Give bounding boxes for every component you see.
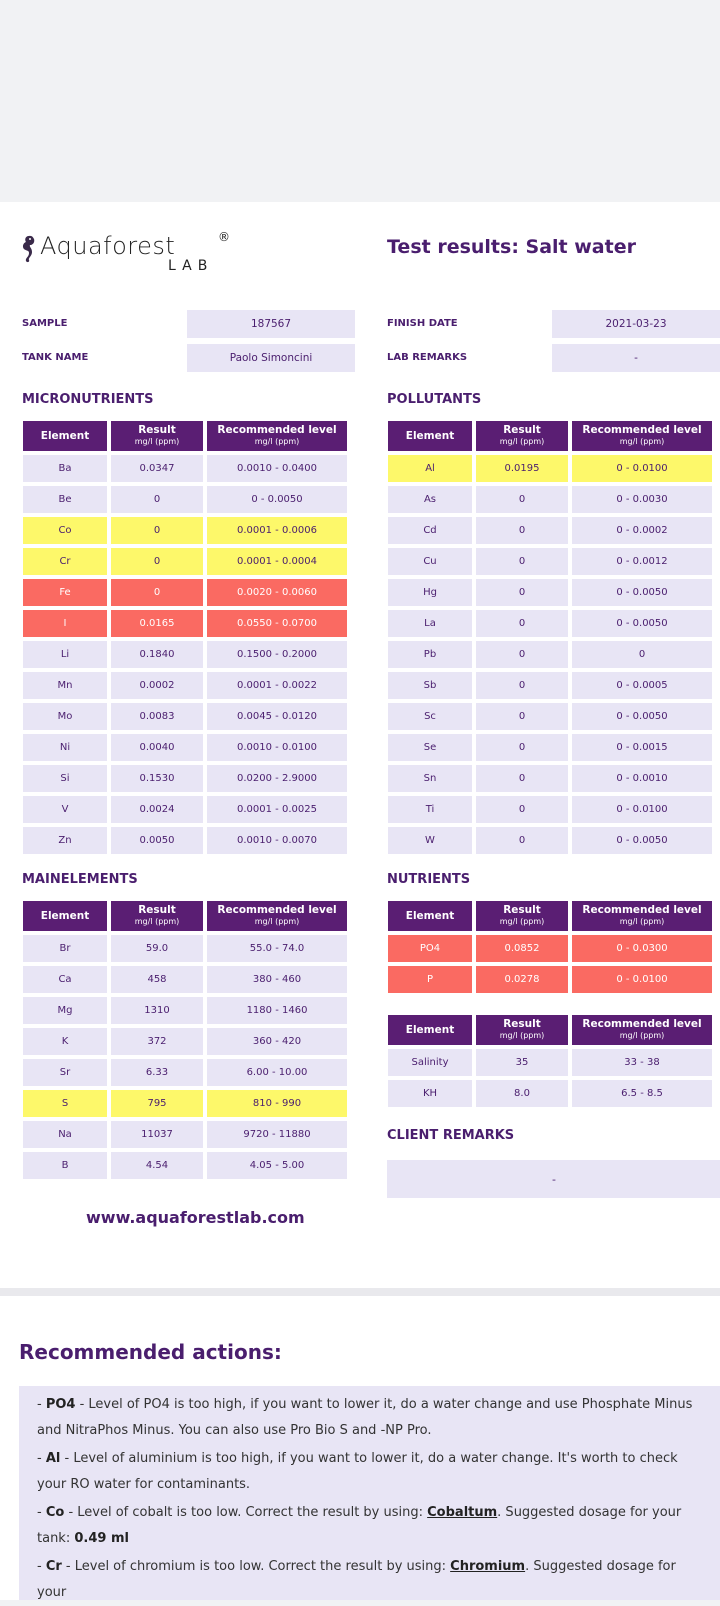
recommended-level-cell: 6.00 - 10.00	[207, 1059, 347, 1086]
result-cell: 4.54	[111, 1152, 203, 1179]
result-header-label: Result	[503, 1018, 541, 1030]
result-cell: 0	[476, 796, 568, 823]
tank-name-value: Paolo Simoncini	[187, 344, 355, 372]
element-header-label: Element	[40, 909, 90, 922]
recommended-level-header-label: Recommended level	[217, 424, 337, 436]
result-cell: 8.0	[476, 1080, 568, 1107]
element-cell: Ba	[23, 455, 107, 482]
recommended-level-cell: 0 - 0.0010	[572, 765, 712, 792]
element-cell: Sr	[23, 1059, 107, 1086]
element-cell: V	[23, 796, 107, 823]
table-row	[23, 641, 347, 668]
table-row	[23, 1090, 347, 1117]
element-cell: Salinity	[388, 1049, 472, 1076]
result-cell: 0	[476, 517, 568, 544]
recommended-level-cell: 33 - 38	[572, 1049, 712, 1076]
element-header	[388, 1015, 472, 1045]
recommendation-code: Al	[45, 1451, 61, 1466]
result-cell: 0.1530	[111, 765, 203, 792]
table-header-row	[23, 421, 347, 451]
element-cell: Br	[23, 935, 107, 962]
table-row	[23, 966, 347, 993]
element-header	[23, 421, 107, 451]
page-title: Test results: Salt water	[387, 236, 636, 258]
recommendation-text: . Suggested dosage for your tank:	[37, 1505, 682, 1546]
element-header-label: Element	[405, 909, 455, 922]
recommended-level-header-label: Recommended level	[582, 424, 702, 436]
recommended-level-cell: 6.5 - 8.5	[572, 1080, 712, 1107]
result-cell: 0	[476, 765, 568, 792]
table-row	[23, 703, 347, 730]
recommended-level-header-unit: mg/l (ppm)	[254, 917, 300, 926]
element-header	[388, 901, 472, 931]
result-cell: 0.0024	[111, 796, 203, 823]
table-row	[23, 517, 347, 544]
table-row	[388, 486, 712, 513]
table-row	[388, 827, 712, 854]
nutrients-table	[384, 897, 716, 997]
element-header-label: Element	[405, 1023, 455, 1036]
registered-mark: ®	[218, 230, 230, 244]
table-row	[388, 796, 712, 823]
recommended-level-cell: 0.0001 - 0.0025	[207, 796, 347, 823]
result-header	[476, 901, 568, 931]
element-cell: P	[388, 966, 472, 993]
recommended-level-cell: 0.0200 - 2.9000	[207, 765, 347, 792]
result-header-unit: mg/l (ppm)	[134, 917, 180, 926]
element-header-label: Element	[40, 429, 90, 442]
table-row	[388, 579, 712, 606]
result-cell: 0	[476, 703, 568, 730]
result-header	[111, 901, 203, 931]
result-header	[476, 1015, 568, 1045]
element-cell: Cu	[388, 548, 472, 575]
element-cell: Al	[388, 455, 472, 482]
table-header-row	[388, 1015, 712, 1045]
result-header-unit: mg/l (ppm)	[134, 437, 180, 446]
top-blank-area	[0, 0, 720, 202]
element-cell: As	[388, 486, 472, 513]
page-separator	[0, 1288, 720, 1296]
result-cell: 0	[476, 610, 568, 637]
table-header-row	[23, 901, 347, 931]
website-url[interactable]: www.aquaforestlab.com	[86, 1208, 305, 1227]
recommended-level-cell: 55.0 - 74.0	[207, 935, 347, 962]
lab-remarks-label: LAB REMARKS	[387, 352, 468, 363]
micronutrients-table	[19, 417, 351, 858]
recommended-level-cell: 0 - 0.0050	[207, 486, 347, 513]
element-cell: Ni	[23, 734, 107, 761]
logo-wordmark: Aquaforest	[40, 232, 176, 260]
result-cell: 372	[111, 1028, 203, 1055]
recommended-level-cell: 0.0001 - 0.0004	[207, 548, 347, 575]
table-row	[23, 1059, 347, 1086]
element-cell: Mo	[23, 703, 107, 730]
element-cell: Cr	[23, 548, 107, 575]
result-header	[476, 421, 568, 451]
recommended-level-cell: 0 - 0.0012	[572, 548, 712, 575]
aquaforest-lab-logo	[20, 232, 240, 282]
element-cell: Mn	[23, 672, 107, 699]
element-cell: Co	[23, 517, 107, 544]
recommended-level-cell: 0.0550 - 0.0700	[207, 610, 347, 637]
result-cell: 0.0278	[476, 966, 568, 993]
element-cell: Zn	[23, 827, 107, 854]
table-row	[23, 1121, 347, 1148]
recommended-level-header-unit: mg/l (ppm)	[619, 917, 665, 926]
table-row	[23, 765, 347, 792]
recommended-level-header-unit: mg/l (ppm)	[254, 437, 300, 446]
element-cell: I	[23, 610, 107, 637]
recommended-level-cell: 810 - 990	[207, 1090, 347, 1117]
recommendation-po4: - PO4 - Level of PO4 is too high, if you want to lower it, do a water change and use Phosphate Minus and NitraPhos Minus. You can also use Pro Bio S and -NP Pro.	[37, 1397, 693, 1438]
table-row	[23, 455, 347, 482]
result-cell: 0.0165	[111, 610, 203, 637]
element-cell: S	[23, 1090, 107, 1117]
sample-value: 187567	[187, 310, 355, 338]
recommendation-text: . Suggested dosage for your	[37, 1559, 676, 1600]
table-row	[23, 486, 347, 513]
result-cell: 0	[476, 579, 568, 606]
pollutants-title: POLLUTANTS	[387, 392, 482, 407]
recommended-level-cell: 0 - 0.0050	[572, 610, 712, 637]
element-cell: Hg	[388, 579, 472, 606]
finish-date-label: FINISH DATE	[387, 318, 458, 329]
table-row	[388, 935, 712, 962]
element-cell: Ti	[388, 796, 472, 823]
client-remarks-value: -	[387, 1160, 720, 1198]
recommended-level-cell: 0.0010 - 0.0400	[207, 455, 347, 482]
table-row	[388, 734, 712, 761]
table-header-row	[388, 901, 712, 931]
table-row	[388, 703, 712, 730]
recommended-level-cell: 0 - 0.0100	[572, 796, 712, 823]
result-cell: 0	[111, 579, 203, 606]
table-row	[23, 672, 347, 699]
recommended-level-cell: 0.0001 - 0.0006	[207, 517, 347, 544]
recommended-level-cell: 0.0010 - 0.0070	[207, 827, 347, 854]
result-cell: 0.0050	[111, 827, 203, 854]
element-cell: Sc	[388, 703, 472, 730]
result-cell: 0	[476, 672, 568, 699]
recommended-level-cell: 0 - 0.0015	[572, 734, 712, 761]
result-header-unit: mg/l (ppm)	[499, 437, 545, 446]
recommended-level-header	[207, 421, 347, 451]
result-cell: 458	[111, 966, 203, 993]
cobaltum-link[interactable]: Cobaltum	[427, 1505, 498, 1520]
recommendation-code: Cr	[45, 1559, 62, 1574]
table-row	[388, 548, 712, 575]
recommended-level-cell: 380 - 460	[207, 966, 347, 993]
result-cell: 0	[476, 548, 568, 575]
recommended-level-cell: 0.0020 - 0.0060	[207, 579, 347, 606]
sample-label: SAMPLE	[22, 318, 68, 329]
mainelements-table	[19, 897, 351, 1183]
table-row	[23, 1028, 347, 1055]
recommended-level-header	[572, 421, 712, 451]
recommended-level-cell: 4.05 - 5.00	[207, 1152, 347, 1179]
recommended-level-header	[572, 1015, 712, 1045]
recommended-level-cell: 0 - 0.0030	[572, 486, 712, 513]
recommended-level-cell: 0 - 0.0100	[572, 966, 712, 993]
recommended-actions-title: Recommended actions:	[19, 1340, 282, 1364]
table-row	[23, 827, 347, 854]
result-cell: 6.33	[111, 1059, 203, 1086]
recommended-level-header	[572, 901, 712, 931]
dosage-value: 0.49 ml	[74, 1531, 129, 1546]
element-cell: Mg	[23, 997, 107, 1024]
element-cell: Fe	[23, 579, 107, 606]
element-cell: La	[388, 610, 472, 637]
result-cell: 0.0083	[111, 703, 203, 730]
lab-remarks-value: -	[552, 344, 720, 372]
table-row	[388, 1049, 712, 1076]
micronutrients-title: MICRONUTRIENTS	[22, 392, 154, 407]
result-cell: 11037	[111, 1121, 203, 1148]
table-row	[388, 672, 712, 699]
result-cell: 0	[476, 827, 568, 854]
result-cell: 0	[476, 734, 568, 761]
recommendation-cr: - Cr - Level of chromium is too low. Correct the result by using: Chromium. Suggested dosage for your	[37, 1559, 676, 1600]
table-header-row	[388, 421, 712, 451]
element-cell: Be	[23, 486, 107, 513]
recommended-level-cell: 1180 - 1460	[207, 997, 347, 1024]
result-cell: 0.1840	[111, 641, 203, 668]
element-cell: Ca	[23, 966, 107, 993]
recommendation-code: PO4	[45, 1397, 76, 1412]
element-cell: KH	[388, 1080, 472, 1107]
result-cell: 0.0002	[111, 672, 203, 699]
element-header	[23, 901, 107, 931]
chromium-link[interactable]: Chromium	[450, 1559, 526, 1574]
table-row	[388, 641, 712, 668]
recommended-level-header-label: Recommended level	[582, 1018, 702, 1030]
result-cell: 0.0195	[476, 455, 568, 482]
table-row	[23, 997, 347, 1024]
recommended-level-cell: 9720 - 11880	[207, 1121, 347, 1148]
result-cell: 0	[111, 517, 203, 544]
recommended-level-cell: 0 - 0.0300	[572, 935, 712, 962]
table-row	[23, 579, 347, 606]
recommendation-text: - Level of PO4 is too high, if you want to lower it, do a water change and use Phosphate Minus and NitraPhos Minus. You can also use Pro Bio S and -NP Pro.	[37, 1397, 693, 1438]
element-cell: Sn	[388, 765, 472, 792]
element-cell: Sb	[388, 672, 472, 699]
element-cell: K	[23, 1028, 107, 1055]
table-row	[388, 765, 712, 792]
table-row	[388, 517, 712, 544]
result-header-unit: mg/l (ppm)	[499, 917, 545, 926]
table-row	[388, 1080, 712, 1107]
result-header-label: Result	[503, 904, 541, 916]
nutrients-title: NUTRIENTS	[387, 872, 471, 887]
table-row	[23, 548, 347, 575]
result-header	[111, 421, 203, 451]
seahorse-icon	[20, 234, 38, 264]
logo-lab-text: LAB	[168, 258, 214, 274]
recommended-level-cell: 360 - 420	[207, 1028, 347, 1055]
result-cell: 0.0852	[476, 935, 568, 962]
recommended-level-cell: 0.0001 - 0.0022	[207, 672, 347, 699]
recommended-level-cell: 0 - 0.0050	[572, 827, 712, 854]
result-cell: 0.0040	[111, 734, 203, 761]
result-header-unit: mg/l (ppm)	[499, 1031, 545, 1040]
recommended-actions-box	[19, 1386, 720, 1600]
tank-name-label: TANK NAME	[22, 352, 89, 363]
element-cell: Li	[23, 641, 107, 668]
recommended-level-header-label: Recommended level	[217, 904, 337, 916]
result-cell: 1310	[111, 997, 203, 1024]
element-cell: PO4	[388, 935, 472, 962]
result-cell: 0	[476, 486, 568, 513]
mainelements-title: MAINELEMENTS	[22, 872, 138, 887]
recommendation-al: - Al - Level of aluminium is too high, if you want to lower it, do a water change. It's worth to check your RO water for contaminants.	[37, 1451, 678, 1492]
table-row	[23, 1152, 347, 1179]
recommended-level-cell: 0 - 0.0100	[572, 455, 712, 482]
client-remarks-title: CLIENT REMARKS	[387, 1128, 515, 1143]
element-cell: Cd	[388, 517, 472, 544]
result-cell: 0	[476, 641, 568, 668]
table-row	[388, 610, 712, 637]
recommended-level-cell: 0 - 0.0002	[572, 517, 712, 544]
finish-date-value: 2021-03-23	[552, 310, 720, 338]
table-row	[388, 455, 712, 482]
element-cell: B	[23, 1152, 107, 1179]
recommended-level-cell: 0.0010 - 0.0100	[207, 734, 347, 761]
recommendation-co: - Co - Level of cobalt is too low. Correct the result by using: Cobaltum. Suggested dosage for your tank: 0.49 ml	[37, 1505, 682, 1546]
element-cell: W	[388, 827, 472, 854]
table-row	[388, 966, 712, 993]
recommendation-text: - Level of aluminium is too high, if you want to lower it, do a water change. It's worth to check your RO water for contaminants.	[37, 1451, 678, 1492]
table-row	[23, 610, 347, 637]
result-header-label: Result	[503, 424, 541, 436]
element-cell: Se	[388, 734, 472, 761]
recommended-level-header-unit: mg/l (ppm)	[619, 437, 665, 446]
element-header	[388, 421, 472, 451]
table-row	[23, 734, 347, 761]
recommendation-text: - Level of cobalt is too low. Correct the result by using:	[64, 1505, 428, 1520]
result-cell: 35	[476, 1049, 568, 1076]
recommended-level-cell: 0	[572, 641, 712, 668]
table-row	[23, 796, 347, 823]
recommendation-text: - Level of chromium is too low. Correct the result by using:	[61, 1559, 451, 1574]
table-row	[23, 935, 347, 962]
recommended-level-cell: 0 - 0.0050	[572, 579, 712, 606]
element-header-label: Element	[405, 429, 455, 442]
pollutants-table	[384, 417, 716, 858]
recommended-level-header-unit: mg/l (ppm)	[619, 1031, 665, 1040]
result-cell: 0	[111, 548, 203, 575]
recommended-level-cell: 0 - 0.0005	[572, 672, 712, 699]
recommended-level-cell: 0.0045 - 0.0120	[207, 703, 347, 730]
recommended-level-header	[207, 901, 347, 931]
recommendation-code: Co	[45, 1505, 65, 1520]
result-cell: 0	[111, 486, 203, 513]
recommended-level-cell: 0.1500 - 0.2000	[207, 641, 347, 668]
result-cell: 59.0	[111, 935, 203, 962]
recommended-level-cell: 0 - 0.0050	[572, 703, 712, 730]
result-header-label: Result	[138, 424, 176, 436]
element-cell: Pb	[388, 641, 472, 668]
recommended-level-header-label: Recommended level	[582, 904, 702, 916]
result-cell: 0.0347	[111, 455, 203, 482]
salinity-kh-table	[384, 1011, 716, 1111]
result-cell: 795	[111, 1090, 203, 1117]
element-cell: Na	[23, 1121, 107, 1148]
element-cell: Si	[23, 765, 107, 792]
result-header-label: Result	[138, 904, 176, 916]
